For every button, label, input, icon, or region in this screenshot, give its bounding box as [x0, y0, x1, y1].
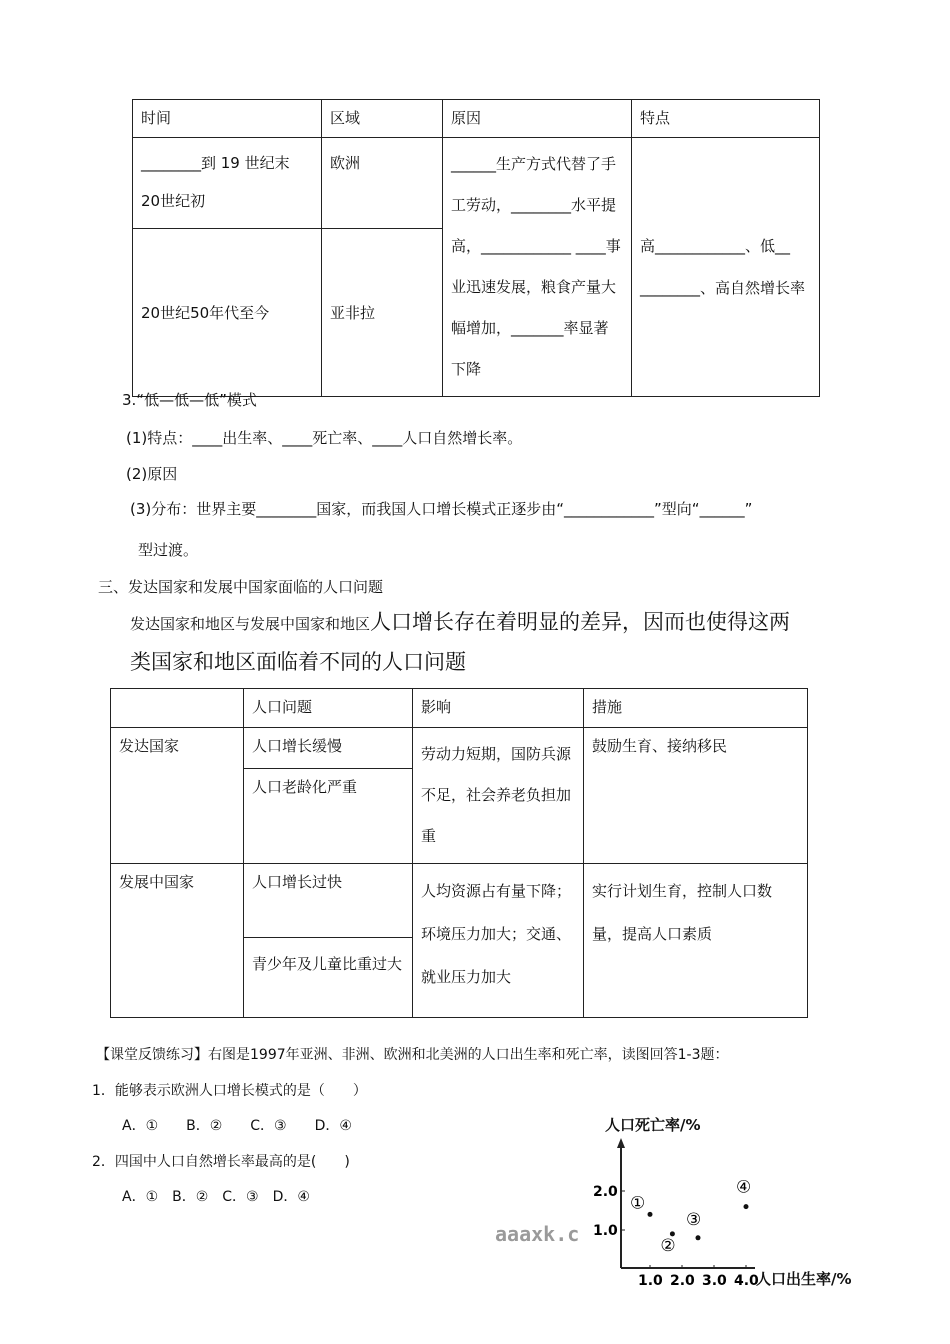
data-point-label: ④	[736, 1177, 752, 1198]
chart-xlabel: 人口出生率/%	[756, 1270, 852, 1288]
part3-intro-big1: 人口增长存在着明显的差异，因而也使得这两	[370, 610, 791, 634]
developing-measure: 实行计划生育，控制人口数量，提高人口素质	[584, 864, 808, 1018]
reason-cell: ______生产方式代替了手工劳动，________水平提高，____________ ____事业迅速发展，粮食产量大幅增加，_______率显著下降	[443, 138, 632, 397]
chart-points	[630, 1178, 751, 1256]
question-1-options: A．① B．② C．③ D．④	[122, 1118, 352, 1134]
population-issue-table	[110, 688, 808, 1018]
section3-distribution: (3)分布：世界主要________国家，而我国人口增长模式正逐步由“____________”型向“______”	[130, 500, 753, 518]
row2-region: 亚非拉	[322, 229, 443, 397]
developed-effect: 劳动力短期，国防兵源不足，社会养老负担加重	[413, 728, 584, 864]
t2-header-measure: 措施	[584, 689, 808, 728]
part3-intro-line2: 类国家和地区面临着不同的人口问题	[130, 650, 466, 674]
developed-label: 发达国家	[111, 728, 244, 864]
data-point-label: ③	[686, 1209, 702, 1230]
part3-intro	[130, 608, 790, 636]
data-point	[648, 1212, 653, 1217]
question-2-options: A．① B．② C．③ D．④	[122, 1189, 310, 1205]
developing-effect: 人均资源占有量下降；环境压力加大；交通、就业压力加大	[413, 864, 584, 1018]
row1-region: 欧洲	[322, 138, 443, 229]
watermark: aaaxk.c	[495, 1222, 580, 1246]
question-1: 1．能够表示欧洲人口增长模式的是（ ）	[92, 1083, 367, 1099]
growth-pattern-table	[132, 99, 820, 397]
section3-reason: (2)原因	[126, 465, 178, 483]
section3-title: 3.“低—低—低”模式	[122, 391, 257, 409]
exercise-intro: 【课堂反馈练习】右图是1997年亚洲、非洲、欧洲和北美洲的人口出生率和死亡率，读图回答1-3题：	[96, 1047, 729, 1063]
row2-time: 20世纪50年代至今	[133, 229, 322, 397]
data-point	[744, 1204, 749, 1209]
y-tick-label: 1.0	[593, 1223, 618, 1239]
x-tick-label: 3.0	[702, 1273, 727, 1289]
header-time: 时间	[133, 100, 322, 138]
x-tick-label: 4.0	[734, 1273, 759, 1289]
developing-problem-2: 青少年及儿童比重过大	[244, 938, 413, 1018]
t2-header-blank	[111, 689, 244, 728]
data-point	[696, 1235, 701, 1240]
part3-intro-small: 发达国家和地区与发展中国家和地区	[130, 615, 371, 633]
header-region: 区域	[322, 100, 443, 138]
y-axis-arrow	[617, 1138, 625, 1148]
section3-distribution-cont: 型过渡。	[138, 541, 199, 559]
chart-ylabel: 人口死亡率/%	[605, 1116, 701, 1134]
data-point-label: ①	[630, 1193, 646, 1214]
question-2: 2．四国中人口自然增长率最高的是( )	[92, 1154, 350, 1170]
data-point-label: ②	[660, 1235, 676, 1256]
header-reason: 原因	[443, 100, 632, 138]
section3-features: (1)特点：____出生率、____死亡率、____人口自然增长率。	[126, 429, 523, 447]
header-feature: 特点	[632, 100, 820, 138]
row1-time: ________到 19 世纪末 20世纪初	[133, 138, 322, 229]
developed-problem-2: 人口老龄化严重	[244, 769, 413, 864]
y-tick-label: 2.0	[593, 1184, 618, 1200]
developed-measure: 鼓励生育、接纳移民	[584, 728, 808, 864]
developed-problem-1: 人口增长缓慢	[244, 728, 413, 769]
t2-header-effect: 影响	[413, 689, 584, 728]
developing-problem-1: 人口增长过快	[244, 864, 413, 938]
x-tick-label: 1.0	[638, 1273, 663, 1289]
feature-cell: 高____________、低__ ________、高自然增长率	[632, 138, 820, 397]
developing-label: 发展中国家	[111, 864, 244, 1018]
part3-title: 三、发达国家和发展中国家面临的人口问题	[98, 578, 384, 596]
birth-death-rate-chart	[585, 1108, 875, 1296]
chart-ticks	[593, 1184, 759, 1289]
x-tick-label: 2.0	[670, 1273, 695, 1289]
t2-header-problem: 人口问题	[244, 689, 413, 728]
